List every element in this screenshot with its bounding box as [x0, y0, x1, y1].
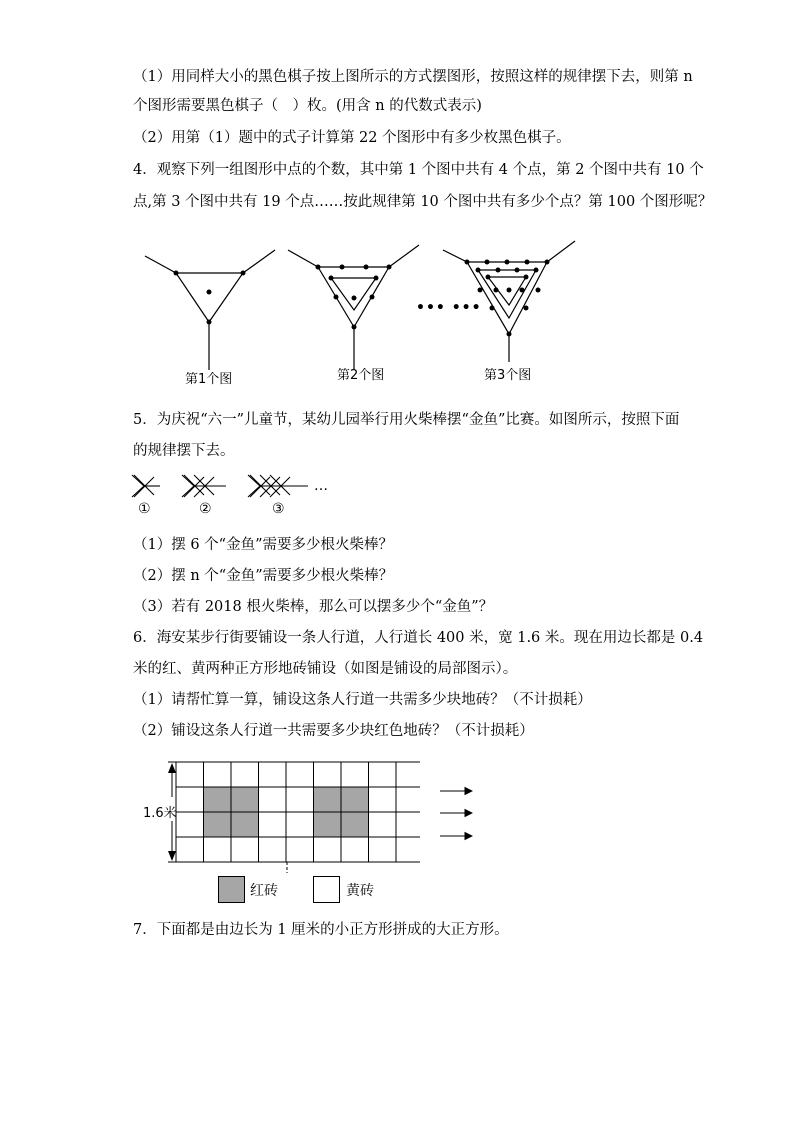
q4-caption-3: 第3个图 — [484, 368, 532, 383]
q6-line2: 米的红、黄两种正方形地砖铺设（如图是铺设的局部图示）。 — [133, 661, 518, 677]
q3-part1-line2: 个图形需要黑色棋子（ ）枚。(用含 n 的代数式表示) — [133, 98, 482, 114]
q4-caption-2: 第2个图 — [337, 368, 385, 383]
q5-line1: 5．为庆祝“六一”儿童节，某幼儿园举行用火柴棒摆“金鱼”比赛。如图所示，按照下面 — [133, 412, 680, 428]
q7-line1: 7．下面都是由边长为 1 厘米的小正方形拼成的大正方形。 — [133, 922, 509, 938]
q6-legend-red: 红砖 — [250, 883, 278, 899]
q5-label-3: ③ — [272, 501, 285, 517]
q4-caption-1: 第1个图 — [185, 372, 233, 387]
q4-ellipsis: ••• ••• — [416, 300, 482, 316]
q6-legend-red-swatch — [218, 876, 245, 903]
q5-label-1: ① — [138, 501, 151, 517]
q6-part2: （2）铺设这条人行道一共需要多少块红色地砖？（不计损耗） — [133, 723, 534, 739]
q5-ellipsis: … — [314, 478, 328, 494]
q5-part3: （3）若有 2018 根火柴棒，那么可以摆多少个“金鱼”？ — [133, 599, 494, 615]
q5-label-2: ② — [199, 501, 212, 517]
q6-tile-diagram — [150, 755, 490, 875]
q5-line2: 的规律摆下去。 — [133, 443, 235, 459]
q6-width-label: 1.6米 — [143, 806, 177, 821]
q5-part1: （1）摆 6 个“金鱼”需要多少根火柴棒？ — [133, 537, 393, 553]
q4-line1: 4．观察下列一组图形中点的个数，其中第 1 个图中共有 4 个点，第 2 个图中共有 10 个 — [133, 162, 704, 178]
q3-part2: （2）用第（1）题中的式子计算第 22 个图形中有多少枚黑色棋子。 — [133, 130, 571, 146]
q6-legend-yellow-swatch — [313, 876, 340, 903]
q6-legend-yellow: 黄砖 — [346, 883, 374, 899]
q6-line1: 6．海安某步行街要铺设一条人行道，人行道长 400 米，宽 1.6 米。现在用边长都是 0.4 — [133, 630, 704, 646]
q5-goldfish-figures — [130, 472, 330, 502]
q6-part1: （1）请帮忙算一算，铺设这条人行道一共需多少块地砖？（不计损耗） — [133, 692, 592, 708]
q5-part2: （2）摆 n 个“金鱼”需要多少根火柴棒？ — [133, 568, 394, 584]
q4-line2: 点,第 3 个图中共有 19 个点……按此规律第 10 个图中共有多少个点？第 100 个图形呢？ — [133, 194, 713, 210]
q3-part1-line1: （1）用同样大小的黑色棋子按上图所示的方式摆图形，按照这样的规律摆下去，则第 n — [133, 69, 693, 85]
